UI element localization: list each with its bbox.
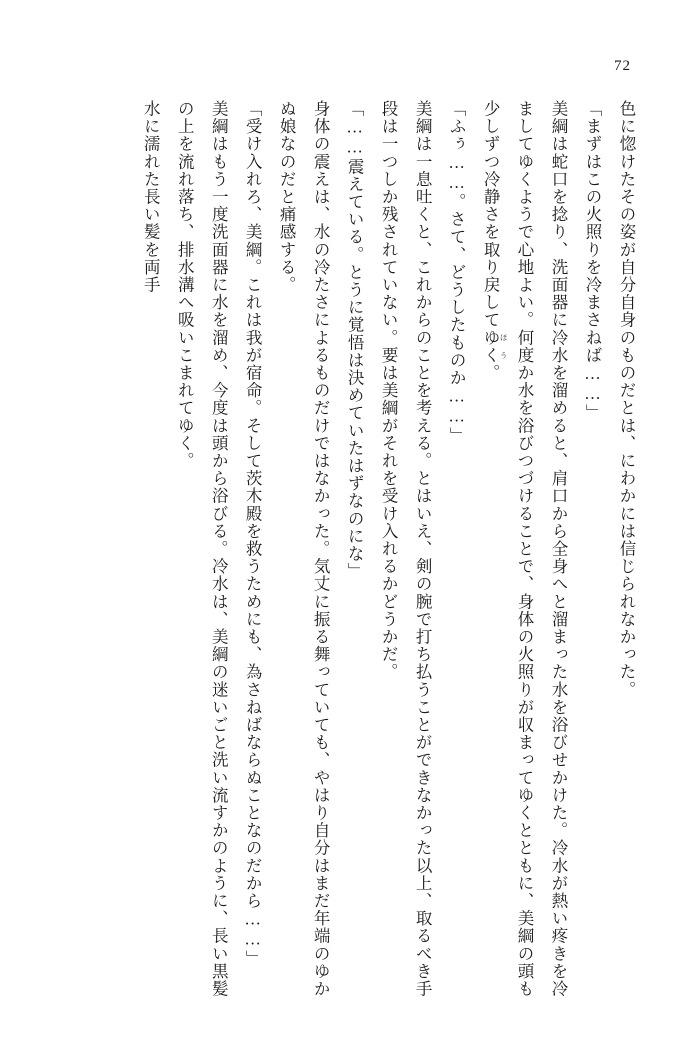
- body-text: [52, 100, 643, 998]
- paragraph: 「受け入れろ、美綱。これは我が宿命。そして茨木殿を救うためにも、為さねばならぬことなのだから……」: [243, 100, 263, 968]
- paragraph: 水に濡れた長い髪を両手: [141, 100, 161, 294]
- page-number: 72: [614, 58, 631, 74]
- paragraph: 美綱は一息吐くと、これからのことを考える。とはいえ、剣の腕で打ち払うことができなかった以上、取るべき手段は一つしか残されていない。要は美綱がそれを受け入れるかどうかだ。: [379, 100, 433, 998]
- paragraph-pre-ruby: 美綱は蛇口を捻り、洗面器に冷水を溜めると、肩口から全身へと溜まった水を浴びせかけた。冷水が熱い疼きを冷ましてゆくようで心地よい。何度か水を浴びつづけることで、身体の火照りが収まってゆくとともに、美綱の頭も少しずつ冷静さを取り戻して: [481, 100, 569, 998]
- ruby-base: ゆく: [481, 328, 501, 365]
- paragraph: 「ふぅ……。さて、どうしたものか……」: [447, 100, 467, 445]
- ruby-annotation: [481, 328, 509, 365]
- paragraph-with-ruby: [473, 100, 575, 998]
- paragraph: 身体の震えは、水の冷たさによるものだけではなかった。気丈に振る舞っていても、やはり自分はまだ年端のゆかぬ娘なのだと痛感する。: [277, 100, 331, 998]
- ruby-text: ほう: [499, 328, 509, 365]
- paragraph: 「まずはこの火照りを冷まさねば……」: [583, 100, 603, 422]
- paragraph: 美綱はもう一度洗面器に水を溜め、今度は頭から浴びる。冷水は、美綱の迷いごと洗い流すかのように、長い黒髪の上を流れ落ち、排水溝へ吸いこまれてゆく。: [175, 100, 229, 998]
- paragraph: 「……震えている。とうに覚悟は決めていたはずなのにな」: [345, 100, 365, 581]
- paragraph-post-ruby: 。: [481, 364, 501, 382]
- paragraph: 色に惚けたその姿が自分自身のものだとは、にわかには信じられなかった。: [617, 100, 636, 699]
